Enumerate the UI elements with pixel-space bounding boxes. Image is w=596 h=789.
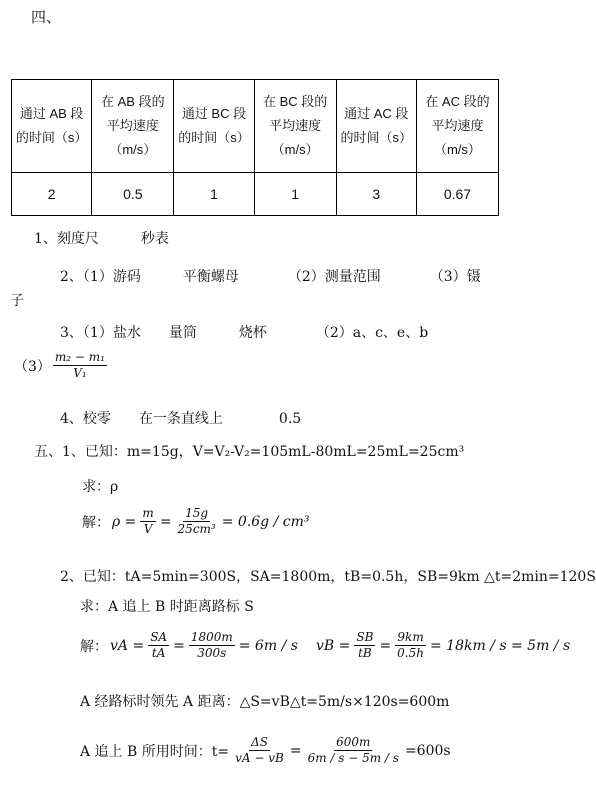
table-header-row [12,80,499,173]
header-ac-speed: 在 AC 段的 平均速度 （m/s） [416,80,498,173]
va-fraction-symbolic: $\frac{SA}{tA}$ [150,630,168,660]
vb-fraction-symbolic: $\frac{SB}{tB}$ [356,630,374,660]
value-ac-speed: 0.67 [416,173,498,216]
s5-q2-lead-distance: A 经路标时领先 A 距离：△S=vB△t=5m/s×120s=600m [80,694,450,710]
answer-q4: 4、校零 在一条直线上 0.5 [60,411,302,427]
s5-q1-find: 求：ρ [82,479,119,495]
results-table [11,79,499,216]
va-fraction-values: $\frac{1800m}{300s}$ [190,630,233,660]
value-ac-time: 3 [336,173,416,216]
vb-fraction-values: $\frac{9km}{0.5h}$ [397,630,424,660]
value-bc-time: 1 [174,173,254,216]
header-ab-time: 通过 AB 段 的时间（s） [12,80,92,173]
value-ab-time: 2 [12,173,92,216]
header-bc-time: 通过 BC 段 的时间（s） [174,80,254,173]
answer-q3-formula: （3） $\frac{\text{m₂ − m₁}}{\text{V₁}}$ [14,350,105,380]
value-ab-speed: 0.5 [92,173,174,216]
catch-fraction-values: $\frac{600m}{6m / s - 5m / s}$ [307,735,399,765]
answer-q2-line2: 子 [10,293,24,309]
answer-q3-line1: 3、（1）盐水 量筒 烧杯 （2）a、c、e、b [60,325,429,341]
answer-q2-line1: 2、（1）游码 平衡螺母 （2）测量范围 （3）镊 [60,269,481,285]
s5-q2-va-formula: 解： vA = $\frac{SA}{tA}$ = $\frac{1800m}{300s}$ = 6m / s [80,630,298,660]
s5-q1-solution: 解： ρ = $\frac{m}{V}$ = $\frac{15g}{\text{25cm³}}$ = 0.6g / cm³ [82,506,310,536]
s5-q1-given: 五、1、已知：m=15g，V=V₂-V₂=105mL-80mL=25mL=25cm³ [34,444,465,460]
s5-q2-find: 求：A 追上 B 时距离路标 S [80,599,254,615]
q3-fraction: $\frac{\text{m₂ − m₁}}{\text{V₁}}$ [54,350,105,380]
catch-fraction-symbolic: $\frac{\Delta S}{vA - vB}$ [235,735,284,765]
value-bc-speed: 1 [254,173,336,216]
header-ab-speed: 在 AB 段的 平均速度 （m/s） [92,80,174,173]
s5-q1-fraction-m-v: $\frac{m}{V}$ [142,506,154,536]
header-bc-speed: 在 BC 段的 平均速度 （m/s） [254,80,336,173]
s5-q1-fraction-values: $\frac{15g}{\text{25cm³}}$ [177,506,216,536]
header-ac-time: 通过 AC 段 的时间（s） [336,80,416,173]
answer-q1: 1、刻度尺 秒表 [34,231,169,247]
section-four-heading: 四、 [31,8,62,26]
s5-q2-vb-formula: vB = $\frac{SB}{tB}$ = $\frac{9km}{0.5h}$ = 18km / s = 5m / s [316,630,571,660]
table-value-row [12,173,499,216]
s5-q2-catch-time: A 追上 B 所用时间：t= $\frac{\Delta S}{vA - vB}$ = $\frac{600m}{6m / s - 5m / s}$ =600s [80,735,451,765]
s5-q2-given: 2、已知：tA=5min=300S，SA=1800m，tB=0.5h，SB=9km △t=2min=120S [60,569,596,585]
